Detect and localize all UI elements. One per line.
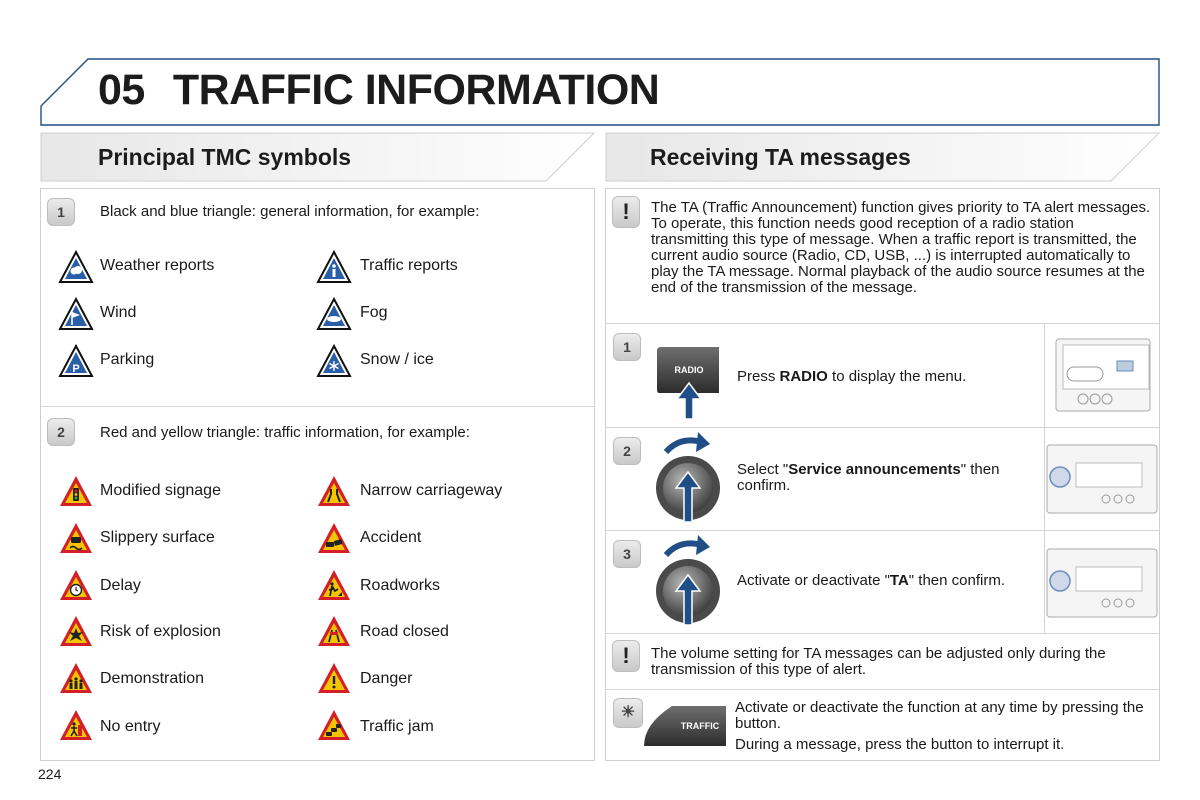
symbol-label: Snow / ice [360, 351, 434, 368]
radio-panel-illustration [1046, 443, 1158, 515]
clock-sign-icon [58, 568, 94, 602]
symbol-label: Modified signage [100, 482, 221, 499]
ta-description: The TA (Traffic Announcement) function gives priority to TA alert messages. To operate, this function needs good reception of a radio station transmitting this type of message. When a traffic report is transmitted, the current audio source (Radio, CD, USB, ...) is interrupted automatically to play the TA message. Normal playback of the audio source resumes at the end of the transmission of the message. [651, 199, 1151, 296]
step-badge: 1 [47, 198, 75, 226]
symbol-label: Traffic jam [360, 718, 434, 735]
roadworks-sign-icon [316, 568, 352, 602]
page-number: 224 [38, 766, 62, 782]
right-section-title: Receiving TA messages [650, 144, 911, 170]
divider [606, 689, 1159, 690]
traffic-key-label: TRAFFIC [680, 721, 720, 731]
right-section-header [605, 132, 1161, 182]
symbol-label: Slippery surface [100, 529, 215, 546]
symbol-label: Delay [100, 577, 141, 594]
symbol-label: Danger [360, 670, 413, 687]
slippery-sign-icon [58, 521, 94, 555]
warning-icon: ! [612, 196, 640, 228]
step1-text: Press RADIO to display the menu. [737, 368, 967, 385]
chapter-title-banner [40, 58, 1160, 126]
rotary-knob-graphic [654, 432, 724, 524]
traffic-button-graphic [642, 704, 728, 748]
symbol-label: Road closed [360, 623, 449, 640]
tip-text: Activate or deactivate the function at any time by pressing the button. [735, 699, 1144, 732]
symbol-label: Fog [360, 304, 388, 321]
danger-sign-icon [316, 661, 352, 695]
divider [606, 530, 1159, 531]
warning-icon: ! [612, 640, 640, 672]
crowd-sign-icon [58, 661, 94, 695]
tip-icon: ☀ [613, 698, 643, 728]
symbol-label: Parking [100, 351, 155, 368]
tip-text-2: During a message, press the button to interrupt it. [735, 736, 1065, 753]
divider [606, 633, 1159, 634]
left-section-header [40, 132, 596, 182]
weather-sign-icon [58, 250, 94, 284]
snowflake-sign-icon [316, 344, 352, 378]
symbol-label: Wind [100, 304, 137, 321]
step-badge: 3 [613, 540, 641, 568]
step-badge: 2 [613, 437, 641, 465]
explosion-sign-icon [58, 614, 94, 648]
left-section-title: Principal TMC symbols [98, 144, 352, 170]
accident-sign-icon [316, 521, 352, 555]
symbol-label: Demonstration [100, 670, 205, 687]
wind-sign-icon [58, 297, 94, 331]
symbol-label: Narrow carriageway [360, 482, 503, 499]
symbol-label: Risk of explosion [100, 623, 221, 640]
radio-panel-illustration [1055, 337, 1151, 413]
rotary-knob-graphic [654, 535, 724, 627]
traffic-jam-sign-icon [316, 708, 352, 742]
info-sign-icon [316, 250, 352, 284]
step2-text: Select "Service announcements" then confirm. [737, 461, 1000, 494]
parking-sign-icon [58, 344, 94, 378]
radio-panel-illustration [1046, 547, 1158, 619]
svg-text:P: P [72, 363, 80, 375]
group2-intro: Red and yellow triangle: traffic information, for example: [100, 424, 470, 441]
step-badge: 2 [47, 418, 75, 446]
symbol-label: Weather reports [100, 257, 215, 274]
radio-button-graphic [655, 345, 725, 421]
radio-key-label: RADIO [674, 365, 704, 375]
chapter-number: 05 [98, 66, 145, 114]
no-entry-sign-icon [58, 708, 94, 742]
symbol-label: Traffic reports [360, 257, 458, 274]
symbol-label: No entry [100, 718, 161, 735]
step-badge: 1 [613, 333, 641, 361]
group1-intro: Black and blue triangle: general information, for example: [100, 203, 480, 220]
step3-text: Activate or deactivate "TA" then confirm. [737, 572, 1005, 589]
symbol-label: Accident [360, 529, 422, 546]
fog-sign-icon [316, 297, 352, 331]
divider [41, 406, 594, 407]
divider [606, 323, 1159, 324]
divider [606, 427, 1159, 428]
traffic-light-sign-icon [58, 474, 94, 508]
volume-note: The volume setting for TA messages can be adjusted only during the transmission of this type of alert. [651, 645, 1106, 678]
symbol-label: Roadworks [360, 577, 441, 594]
chapter-heading: TRAFFIC INFORMATION [172, 66, 660, 114]
divider [1044, 324, 1045, 633]
road-closed-sign-icon [316, 614, 352, 648]
narrow-road-sign-icon [316, 474, 352, 508]
